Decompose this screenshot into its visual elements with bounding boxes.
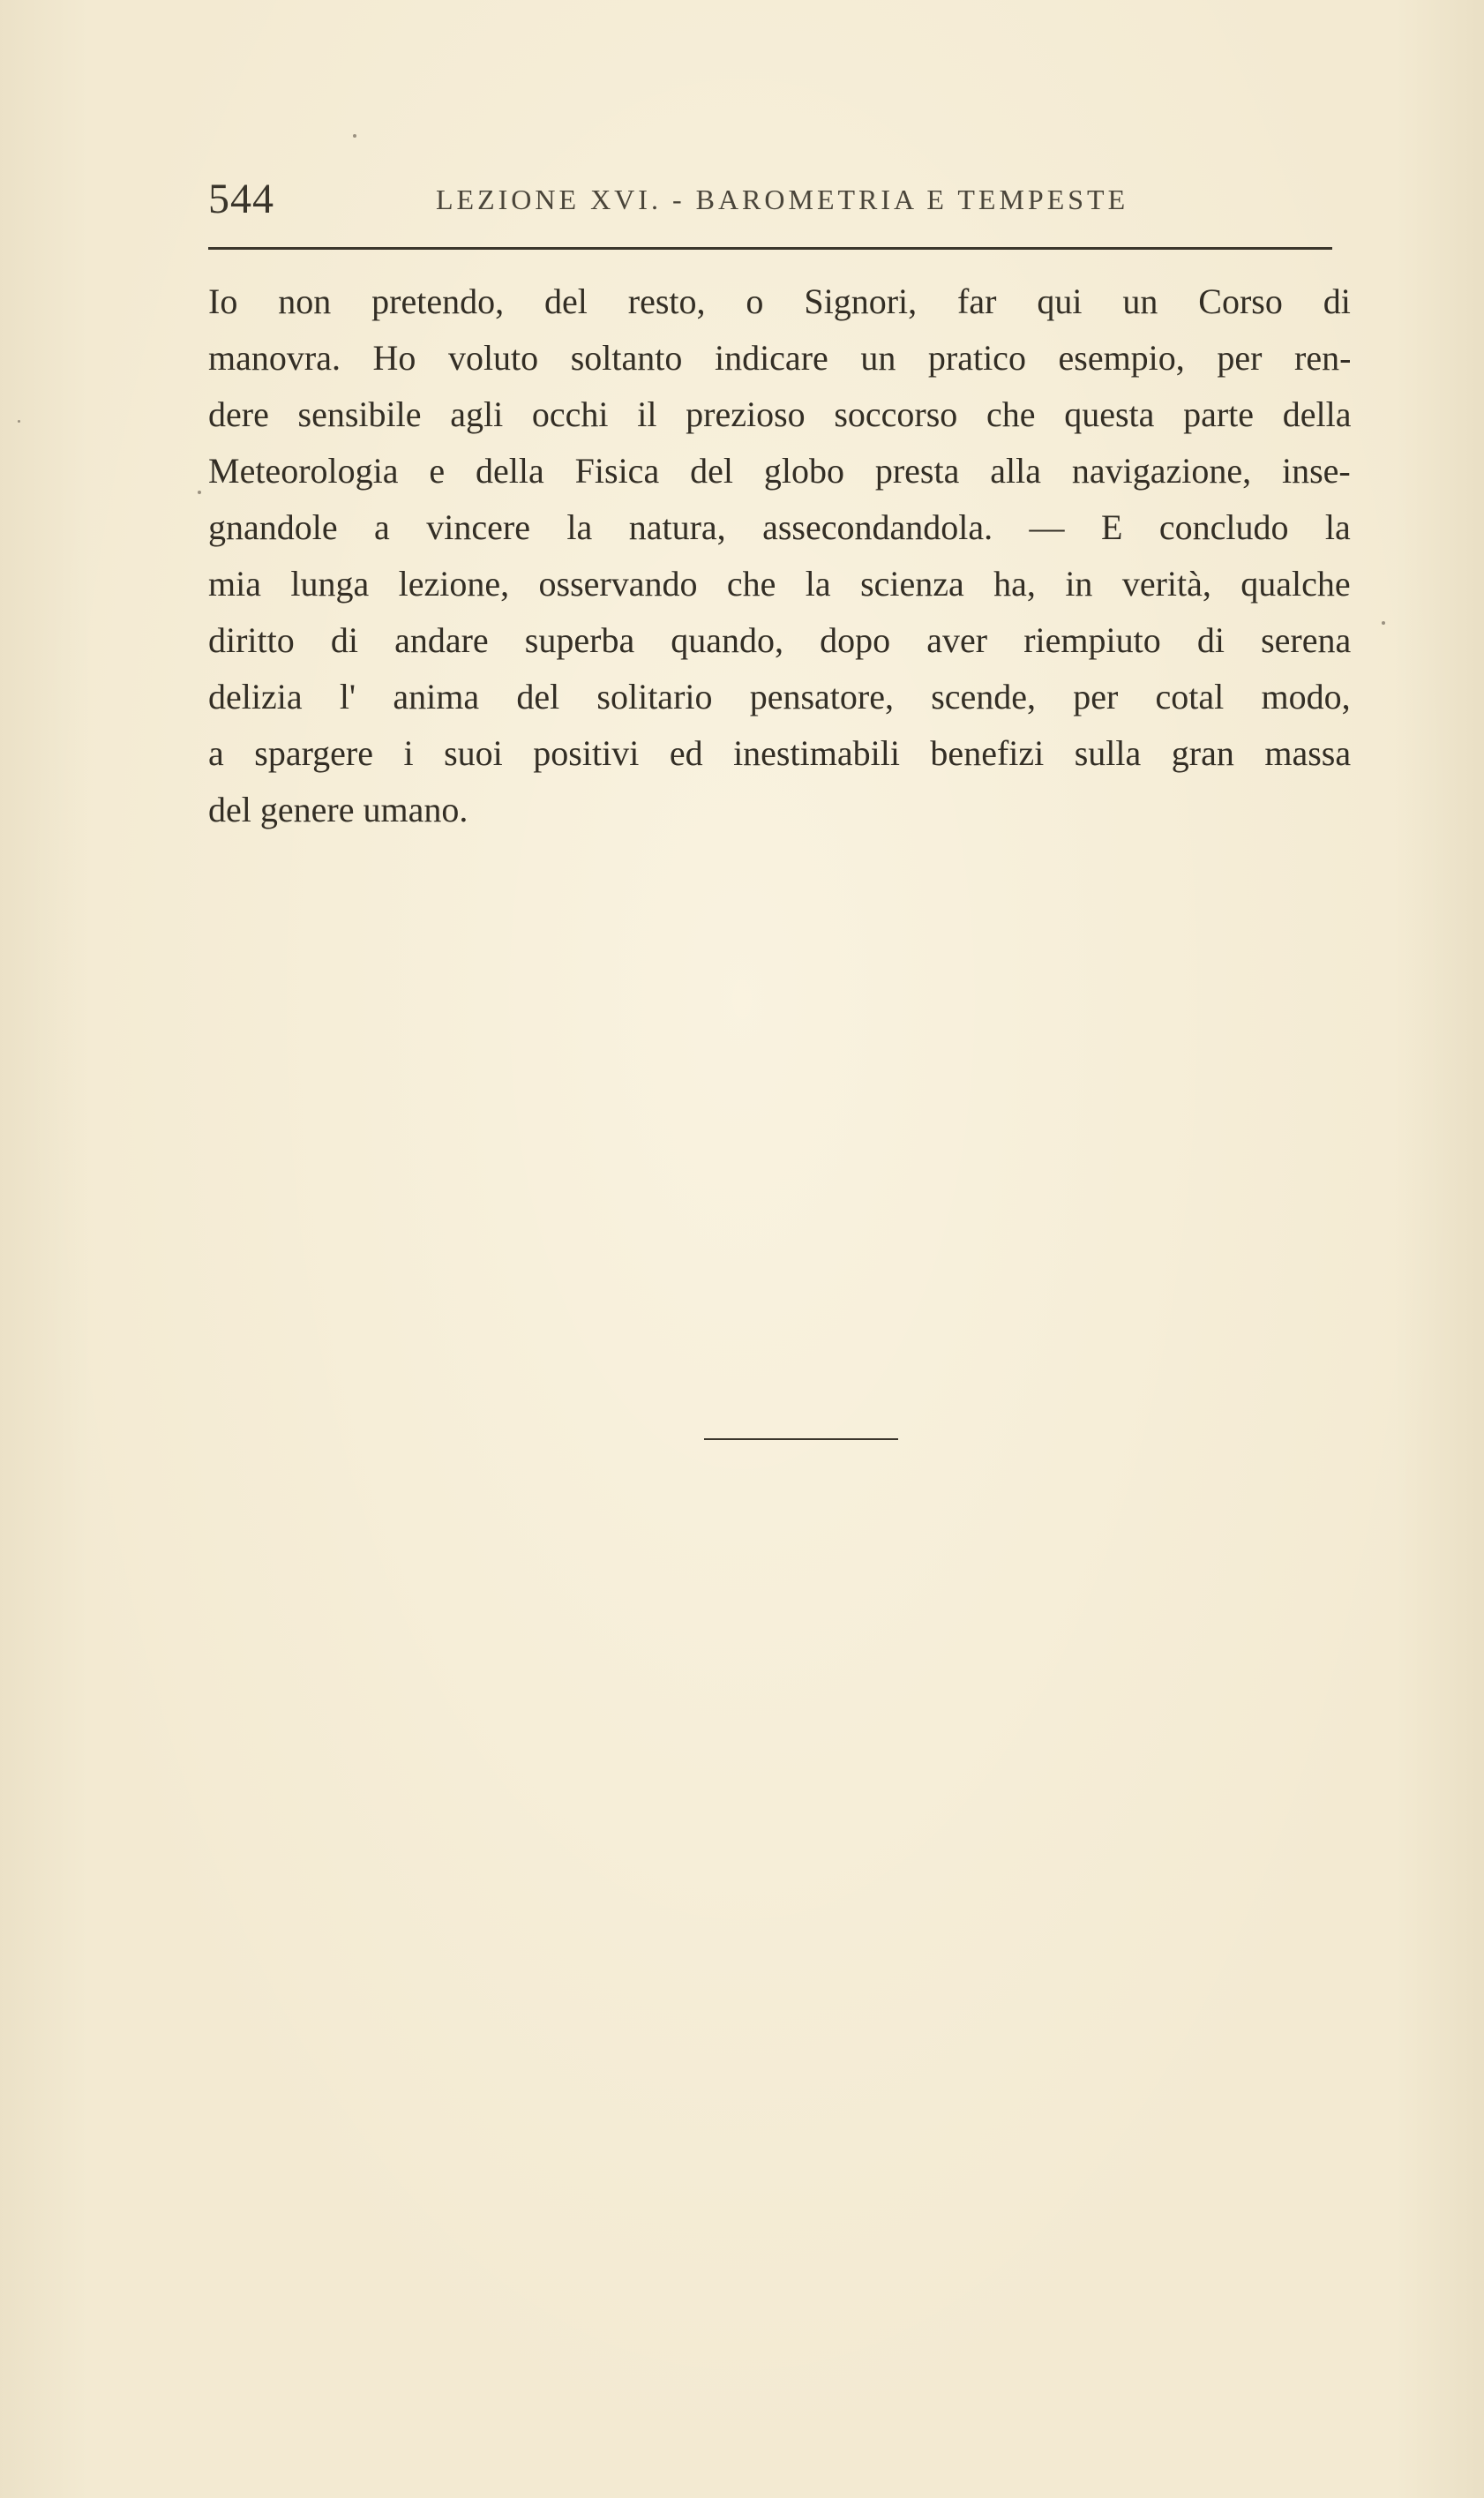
- text-line: mia lunga lezione, osservando che la scienza ha, in verità, qualche: [208, 564, 1351, 604]
- text-line: delizia l' anima del solitario pensatore, scende, per cotal modo,: [208, 677, 1351, 716]
- text-line: del genere umano.: [208, 790, 468, 829]
- page-header: [208, 173, 1332, 226]
- text-line: a spargere i suoi positivi ed inestimabili benefizi sulla gran massa: [208, 733, 1352, 773]
- page-number: 544: [208, 176, 274, 222]
- text-line: manovra. Ho voluto soltanto indicare un pratico esempio, per ren-: [208, 338, 1352, 378]
- paper-speck: [353, 134, 356, 138]
- paper-speck: [18, 420, 20, 423]
- paper-speck: [1382, 621, 1385, 625]
- text-line: dere sensibile agli occhi il prezioso soccorso che questa parte della: [208, 394, 1352, 434]
- running-head: LEZIONE XVI. - BAROMETRIA E TEMPESTE: [436, 184, 1129, 215]
- text-line: gnandole a vincere la natura, assecondandola. — E concludo la: [208, 507, 1351, 547]
- paper-speck: [198, 491, 201, 494]
- text-line: Meteorologia e della Fisica del globo presta alla navigazione, inse-: [208, 451, 1351, 491]
- header-rule: [208, 247, 1332, 250]
- text-line: diritto di andare superba quando, dopo aver riempiuto di serena: [208, 620, 1352, 660]
- text-line: Io non pretendo, del resto, o Signori, far qui un Corso di: [208, 281, 1351, 321]
- end-rule: [704, 1438, 898, 1440]
- body-paragraph: [208, 274, 1351, 838]
